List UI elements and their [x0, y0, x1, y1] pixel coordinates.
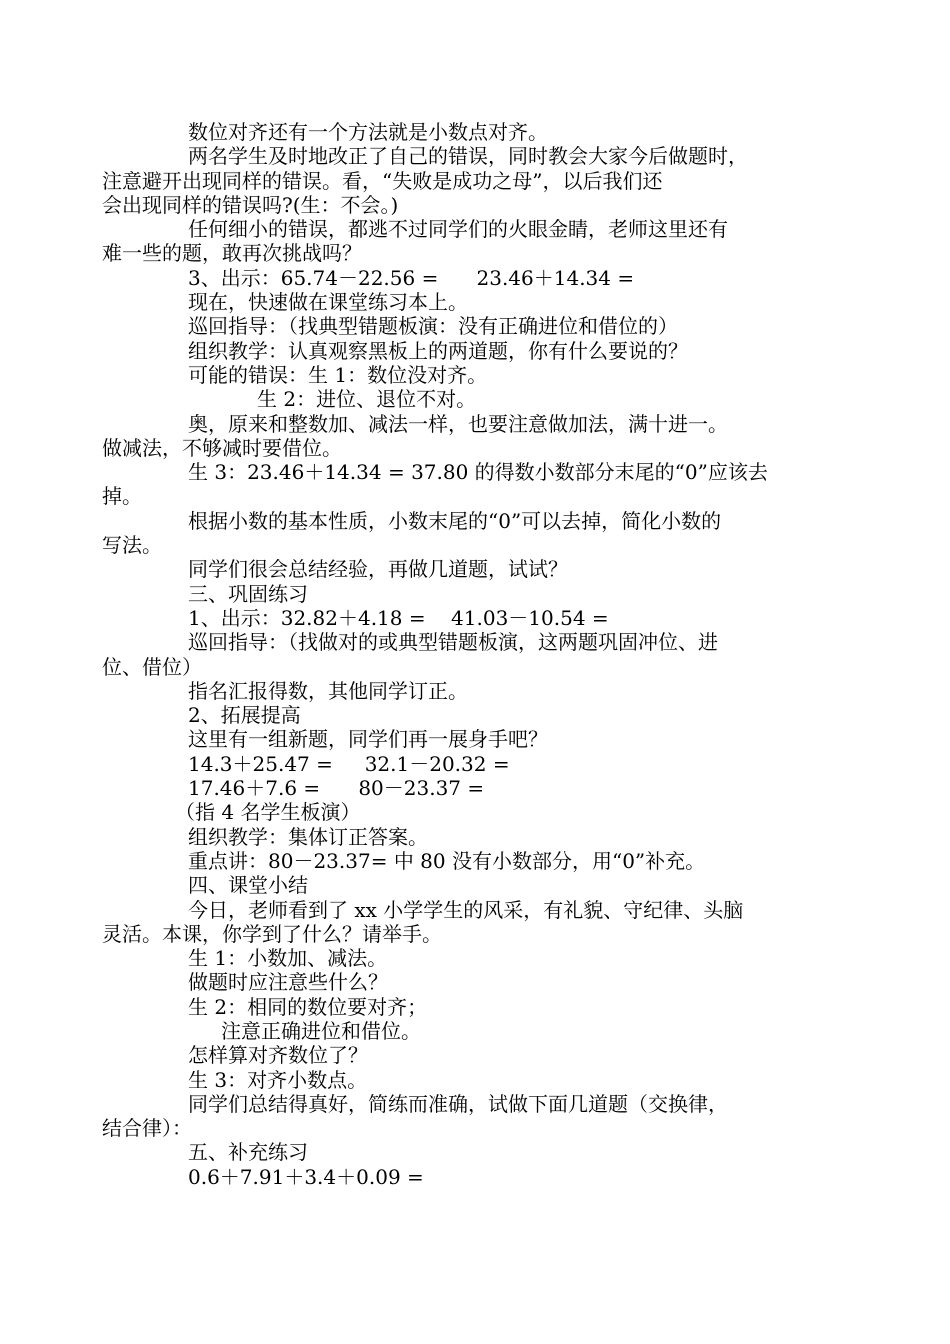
text-line: 奥，原来和整数加、减法一样，也要注意做加法，满十进一。: [188, 411, 728, 436]
paragraph: [145, 1019, 815, 1043]
paragraph: [102, 630, 815, 679]
text-line: 0.6＋7.91＋3.4＋0.09 =: [188, 1164, 424, 1189]
text-line: 1、出示：32.82＋4.18 = 41.03－10.54 =: [188, 605, 609, 630]
text-line: 注意避开出现同样的错误。看，“失败是成功之母”，以后我们还: [102, 168, 663, 193]
paragraph: [102, 508, 815, 558]
paragraph: [145, 679, 815, 703]
text-line: （指 4 名学生板演）: [175, 800, 361, 825]
text-line: 三、巩固练习: [188, 581, 308, 606]
text-line: 怎样算对齐数位了？: [188, 1043, 368, 1068]
text-line: 写法。: [102, 533, 162, 558]
paragraph: [145, 946, 815, 970]
text-line: 现在，快速做在课堂练习本上。: [188, 290, 468, 315]
text-line: 这里有一组新题，同学们再一展身手吧？: [188, 727, 548, 752]
text-line: 四、课堂小结: [188, 873, 308, 898]
paragraph: [102, 1091, 815, 1141]
text-line: 今日，老师看到了 xx 小学学生的风采，有礼貌、守纪律、头脑: [188, 897, 744, 922]
paragraph: [145, 290, 815, 314]
text-line: 17.46＋7.6 = 80－23.37 =: [188, 776, 485, 801]
text-line: 生 2：相同的数位要对齐；: [188, 994, 428, 1019]
paragraph: [145, 776, 815, 800]
text-line: 组织教学：认真观察黑板上的两道题，你有什么要说的？: [188, 338, 688, 363]
text-line: 灵活。本课，你学到了什么？请举手。: [102, 921, 442, 946]
paragraph: [145, 970, 815, 994]
document-body: [102, 120, 815, 1189]
text-line: 做题时应注意些什么？: [188, 970, 388, 995]
paragraph: [145, 825, 815, 849]
text-line: 做减法，不够减时要借位。: [102, 435, 342, 460]
paragraph: [145, 800, 815, 824]
paragraph: [102, 217, 815, 266]
paragraph: [145, 1165, 815, 1189]
paragraph: [145, 557, 815, 581]
section-heading: [145, 703, 815, 727]
text-line: 生 3：23.46＋14.34 = 37.80 的得数小数部分末尾的“0”应该去: [188, 460, 768, 485]
section-heading: [145, 1140, 815, 1164]
text-line: 14.3＋25.47 = 32.1－20.32 =: [188, 751, 510, 776]
paragraph: [145, 363, 815, 387]
text-line: 数位对齐还有一个方法就是小数点对齐。: [188, 120, 548, 144]
paragraph: [102, 144, 815, 217]
text-line: 两名学生及时地改正了自己的错误，同时教会大家今后做题时，: [188, 144, 748, 169]
text-line: 生 2：进位、退位不对。: [257, 387, 477, 412]
section-heading: [145, 582, 815, 606]
text-line: 指名汇报得数，其他同学订正。: [188, 678, 468, 703]
text-line: 组织教学：集体订正答案。: [188, 824, 428, 849]
paragraph: [145, 995, 815, 1019]
text-line: 可能的错误：生 1：数位没对齐。: [188, 362, 488, 387]
paragraph: [102, 460, 815, 509]
text-line: 根据小数的基本性质，小数末尾的“0”可以去掉，简化小数的: [188, 508, 722, 533]
text-line: 任何细小的错误，都逃不过同学们的火眼金睛，老师这里还有: [188, 217, 728, 242]
paragraph: [145, 1043, 815, 1067]
text-line: 巡回指导：（找典型错题板演：没有正确进位和借位的）: [188, 314, 678, 339]
paragraph: [145, 1068, 815, 1092]
text-line: 结合律）：: [102, 1116, 192, 1141]
paragraph: [145, 849, 815, 873]
text-line: 五、补充练习: [188, 1140, 308, 1165]
text-line: 2、拓展提高: [188, 703, 301, 728]
paragraph: [145, 727, 815, 751]
paragraph: [145, 752, 815, 776]
text-line: 掉。: [102, 484, 142, 509]
paragraph: [102, 897, 815, 947]
paragraph: [145, 266, 815, 290]
text-line: 位、借位）: [102, 654, 202, 679]
text-line: 同学们很会总结经验，再做几道题，试试？: [188, 557, 568, 582]
paragraph: [145, 606, 815, 630]
text-line: 生 1：小数加、减法。: [188, 946, 388, 971]
text-line: 难一些的题，敢再次挑战吗？: [102, 241, 362, 266]
text-line: 生 3：对齐小数点。: [188, 1067, 368, 1092]
text-line: 注意正确进位和借位。: [221, 1018, 421, 1043]
paragraph: [145, 387, 815, 411]
text-line: 会出现同样的错误吗?(生：不会。): [102, 192, 399, 217]
paragraph: [145, 314, 815, 338]
text-line: 3、出示：65.74－22.56 = 23.46＋14.34 =: [188, 265, 635, 290]
text-line: 巡回指导：（找做对的或典型错题板演，这两题巩固冲位、进: [188, 630, 718, 655]
paragraph: [145, 120, 815, 144]
paragraph: [145, 339, 815, 363]
section-heading: [145, 873, 815, 897]
text-line: 重点讲：80－23.37= 中 80 没有小数部分，用“0”补充。: [188, 848, 706, 873]
text-line: 同学们总结得真好，简练而准确，试做下面几道题（交换律，: [188, 1091, 728, 1116]
paragraph: [102, 411, 815, 461]
